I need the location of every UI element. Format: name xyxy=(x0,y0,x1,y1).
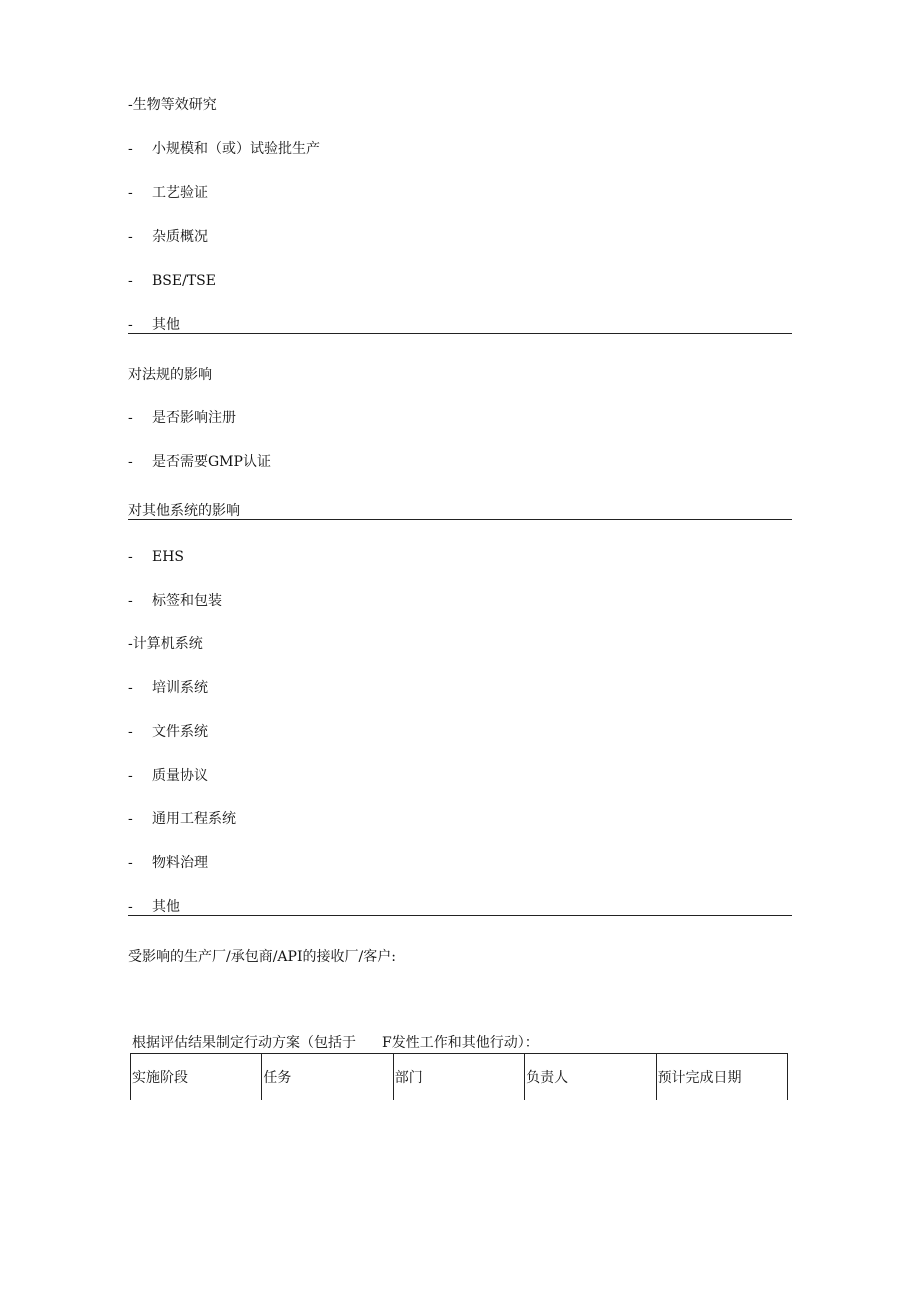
list-item-text: 标签和包装 xyxy=(152,593,222,609)
list-item-text: 工艺验证 xyxy=(152,185,208,201)
list-dash: - xyxy=(128,636,133,652)
list-item xyxy=(128,767,208,785)
column-header-due-date: 预计完成日期 xyxy=(656,1054,787,1101)
list-dash: - xyxy=(128,768,133,784)
list-dash: - xyxy=(128,273,133,289)
list-item xyxy=(128,228,208,246)
list-item xyxy=(128,96,217,114)
section-heading-regulatory: 对法规的影响 xyxy=(128,367,212,383)
list-item xyxy=(128,723,208,741)
list-dash: - xyxy=(128,549,133,565)
section-divider xyxy=(128,519,792,520)
list-item xyxy=(128,635,203,653)
list-item xyxy=(128,140,320,158)
list-item-text: 是否需要GMP认证 xyxy=(152,454,271,470)
section-divider xyxy=(128,333,792,334)
list-dash: - xyxy=(128,317,133,333)
list-dash: - xyxy=(128,454,133,470)
list-item xyxy=(128,409,236,427)
list-dash: - xyxy=(128,229,133,245)
list-dash: - xyxy=(128,593,133,609)
list-item-text: 培训系统 xyxy=(152,680,208,696)
list-item xyxy=(128,679,208,697)
action-plan-title-part2: F发性工作和其他行动）： xyxy=(382,1035,539,1051)
affected-sites-label: 受影响的生产厂/承包商/API的接收厂/客户: xyxy=(128,949,396,965)
list-item xyxy=(128,548,184,566)
list-item xyxy=(128,184,208,202)
list-item-text: 是否影响注册 xyxy=(152,410,236,426)
section-divider xyxy=(128,915,792,916)
table-header-row xyxy=(131,1054,788,1101)
list-item xyxy=(128,898,180,916)
action-plan-table xyxy=(130,1053,788,1100)
column-header-department: 部门 xyxy=(393,1054,524,1101)
column-header-phase: 实施阶段 xyxy=(131,1054,262,1101)
list-item-text: 生物等效研究 xyxy=(132,97,217,113)
list-dash: - xyxy=(128,410,133,426)
list-item xyxy=(128,453,271,471)
list-dash: - xyxy=(128,855,133,871)
section-heading-systems: 对其他系统的影响 xyxy=(128,503,240,519)
list-item-text: 其他 xyxy=(152,317,180,333)
column-header-owner: 负责人 xyxy=(525,1054,656,1101)
list-item-text: 计算机系统 xyxy=(132,636,203,652)
list-item-text: 通用工程系统 xyxy=(152,811,236,827)
list-item-text: EHS xyxy=(152,549,185,565)
list-item xyxy=(128,854,208,872)
list-item-text: BSE/TSE xyxy=(152,273,216,289)
list-dash: - xyxy=(128,141,133,157)
list-item-text: 小规模和（或）试验批生产 xyxy=(152,141,320,157)
action-plan-title xyxy=(132,1034,539,1052)
list-dash: - xyxy=(128,724,133,740)
list-item xyxy=(128,810,236,828)
action-plan-title-part1: 根据评估结果制定行动方案（包括于 xyxy=(132,1035,356,1051)
list-item-text: 物料治理 xyxy=(152,855,208,871)
list-dash: - xyxy=(128,811,133,827)
list-dash: - xyxy=(128,185,133,201)
list-item-text: 其他 xyxy=(152,899,180,915)
list-item xyxy=(128,272,216,290)
list-dash: - xyxy=(128,680,133,696)
list-item xyxy=(128,592,222,610)
column-header-task: 任务 xyxy=(262,1054,393,1101)
list-item-text: 质量协议 xyxy=(152,768,208,784)
list-item-text: 文件系统 xyxy=(152,724,208,740)
list-item xyxy=(128,316,180,334)
list-dash: - xyxy=(128,97,133,113)
list-item-text: 杂质概况 xyxy=(152,229,208,245)
list-dash: - xyxy=(128,899,133,915)
